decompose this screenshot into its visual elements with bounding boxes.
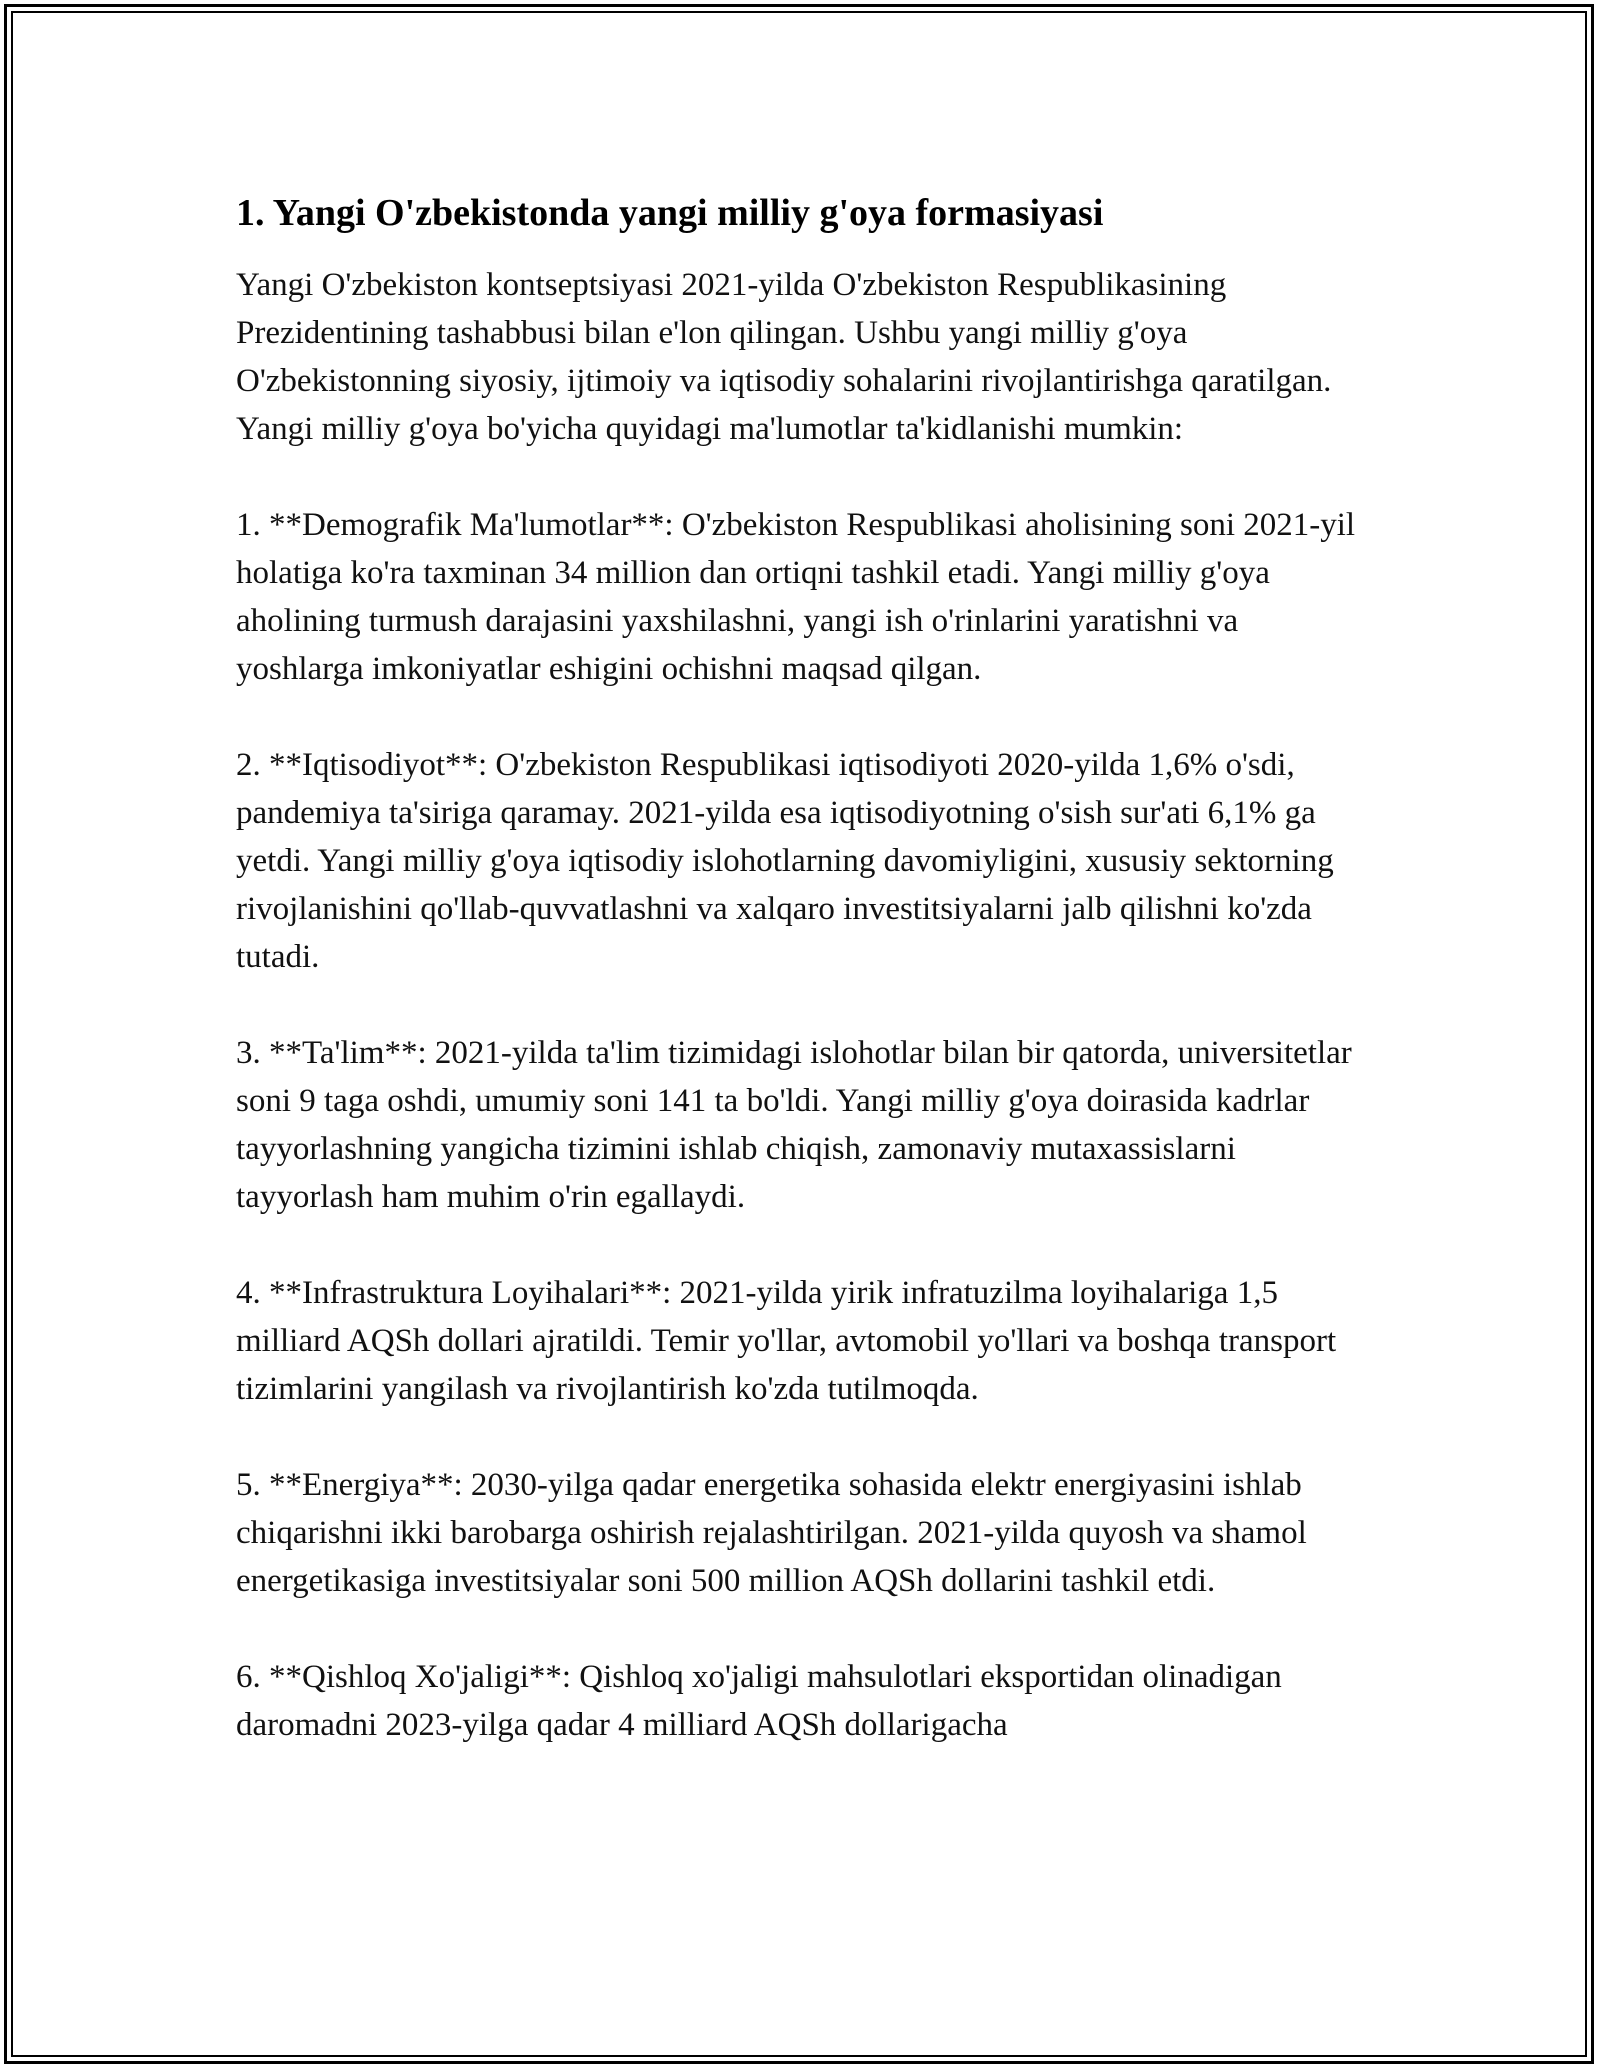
list-item-qishloq-xojaligi: 6. **Qishloq Xo'jaligi**: Qishloq xo'jaligi mahsulotlari eksportidan olinadigan daromadni 2023-yilga qadar 4 milliard AQSh dollarigacha — [236, 1659, 1282, 1743]
list-item-demografik: 1. **Demografik Ma'lumotlar**: O'zbekiston Respublikasi aholisining soni 2021-yil holatiga ko'ra taxminan 34 million dan ortiqni tashkil etadi. Yangi milliy g'oya aholining turmush darajasini yaxshilashni, yangi ish o'rinlarini yaratishni va yoshlarga imkoniyatlar eshigini ochishni maqsad qilgan. — [236, 507, 1356, 687]
intro-paragraph: Yangi O'zbekiston kontseptsiyasi 2021-yilda O'zbekiston Respublikasining Prezidentining tashabbusi bilan e'lon qilingan. Ushbu yangi milliy g'oya O'zbekistonning siyosiy, ijtimoiy va iqtisodiy sohalarini rivojlantirishga qaratilgan. Yangi milliy g'oya bo'yicha quyidagi ma'lumotlar ta'kidlanishi mumkin: — [236, 267, 1332, 447]
page-title: 1. Yangi O'zbekistonda yangi milliy g'oya formasiyasi — [236, 192, 1104, 234]
list-item-energiya: 5. **Energiya**: 2030-yilga qadar energetika sohasida elektr energiyasini ishlab chiqarishni ikki barobarga oshirish rejalashtirilgan. 2021-yilda quyosh va shamol energetikasiga investitsiyalar soni 500 million AQSh dollarini tashkil etdi. — [236, 1467, 1307, 1599]
list-item-infrastruktura: 4. **Infrastruktura Loyihalari**: 2021-yilda yirik infratuzilma loyihalariga 1,5 milliard AQSh dollari ajratildi. Temir yo'llar, avtomobil yo'llari va boshqa transport tizimlarini yangilash va rivojlantirish ko'zda tutilmoqda. — [236, 1275, 1337, 1407]
list-item-talim: 3. **Ta'lim**: 2021-yilda ta'lim tizimidagi islohotlar bilan bir qatorda, universitetlar soni 9 taga oshdi, umumiy soni 141 ta bo'ldi. Yangi milliy g'oya doirasida kadrlar tayyorlashning yangicha tizimini ishlab chiqish, zamonaviy mutaxassislarni tayyorlash ham muhim o'rin egallaydi. — [236, 1035, 1352, 1215]
document-body — [236, 187, 1366, 1797]
list-item-iqtisodiyot: 2. **Iqtisodiyot**: O'zbekiston Respublikasi iqtisodiyoti 2020-yilda 1,6% o'sdi, pandemiya ta'siriga qaramay. 2021-yilda esa iqtisodiyotning o'sish sur'ati 6,1% ga yetdi. Yangi milliy g'oya iqtisodiy islohotlarning davomiyligini, xususiy sektorning rivojlanishini qo'llab-quvvatlashni va xalqaro investitsiyalarni jalb qilishni ko'zda tutadi. — [236, 747, 1334, 975]
